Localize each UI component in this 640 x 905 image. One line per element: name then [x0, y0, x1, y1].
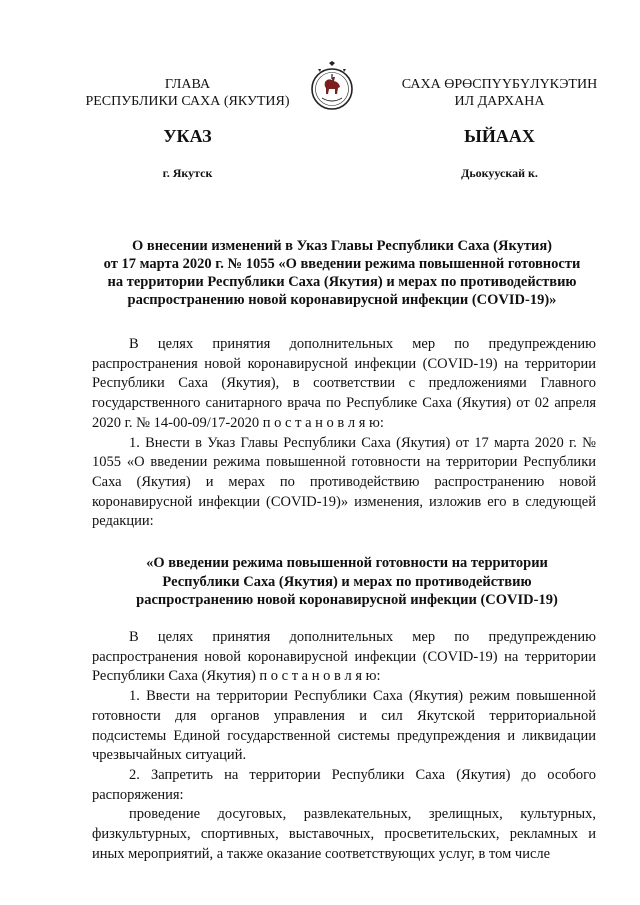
paragraph: В целях принятия дополнительных мер по предупреждению распространения новой коронавирусной инфекции (COVID-19) на территории Республики Саха (Якутия), в соответствии с предложениями Главного государственного санитарного врача по Республике Саха (Якутия) от 02 апреля 2020 г. № 14-00-09/17-2020 п о с т а н о в л я ю: [92, 336, 596, 431]
title-line: от 17 марта 2020 г. № 1055 «О введении режима повышенной готовности [103, 256, 581, 272]
header-left-line2: РЕСПУБЛИКИ САХА (ЯКУТИЯ) [85, 94, 290, 109]
amended-body [92, 628, 596, 864]
header-right [392, 76, 607, 110]
paragraph: 1. Ввести на территории Республики Саха (Якутия) режим повышенной готовности для органов управления и сил Якутской территориальной подсистемы Единой государственной системы предупреждения и ликвидации чрезвычайных ситуаций. [92, 688, 596, 764]
city-right: Дьокуускай к. [461, 166, 538, 180]
header-right-line2: ИЛ ДАРХАНА [454, 94, 545, 109]
paragraph: проведение досуговых, развлекательных, зрелищных, культурных, физкультурных, спортивных, выставочных, просветительских, рекламных и иных мероприятий, а также оказание соответствующих услуг, в том числе [92, 806, 596, 862]
title-line: О внесении изменений в Указ Главы Республики Саха (Якутия) [131, 238, 553, 254]
paragraph: 2. Запретить на территории Республики Саха (Якутия) до особого распоряжения: [92, 766, 596, 803]
doc-type-left: УКАЗ [163, 126, 212, 146]
header-left [80, 76, 295, 110]
city-left: г. Якутск [162, 166, 213, 180]
title-line: «О введении режима повышенной готовности на территории [146, 555, 548, 571]
preamble-body [92, 335, 596, 532]
title-line: на территории Республики Саха (Якутия) и мерах по противодействию [107, 274, 577, 290]
header-left-line1: ГЛАВА [164, 77, 211, 92]
paragraph: 1. Внести в Указ Главы Республики Саха (Якутия) от 17 марта 2020 г. № 1055 «О введении режима повышенной готовности на территории Республики Саха (Якутия) и мерах по противодействию распространению новой коронавирусной инфекции (COVID-19)» изменения, изложив его в следующей редакции: [92, 434, 596, 530]
paragraph: В целях принятия дополнительных мер по предупреждению распространения новой коронавирусной инфекции (COVID-19) на территории Республики Саха (Якутия) п о с т а н о в л я ю: [92, 629, 596, 685]
title-line: распространению новой коронавирусной инфекции (COVID-19)» [127, 292, 557, 308]
amended-title [112, 554, 582, 610]
document-title [82, 237, 602, 309]
coat-of-arms-icon [310, 60, 354, 118]
doc-type-right: ЫЙААХ [464, 126, 535, 146]
title-line: Республики Саха (Якутия) и мерах по противодействию [162, 573, 532, 590]
title-line: распространению новой коронавирусной инфекции (COVID-19) [136, 592, 558, 608]
header-right-line1: САХА ӨРӨСПҮҮБҮЛҮКЭТИН [401, 77, 598, 92]
